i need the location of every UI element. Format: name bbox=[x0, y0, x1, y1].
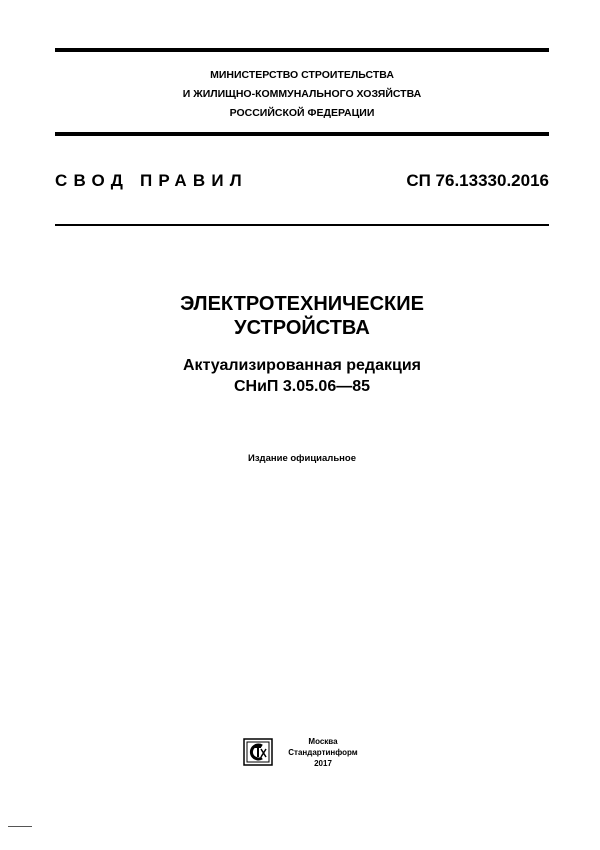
imprint-publisher: Стандартинформ bbox=[288, 748, 358, 757]
subtitle-line: Актуализированная редакция bbox=[183, 357, 421, 374]
ministry-line: РОССИЙСКОЙ ФЕДЕРАЦИИ bbox=[229, 107, 375, 119]
document-title bbox=[55, 292, 549, 340]
top-rule bbox=[55, 48, 549, 52]
code-bottom-rule bbox=[55, 224, 549, 226]
corner-mark bbox=[8, 826, 32, 827]
publisher-block bbox=[243, 736, 363, 776]
ministry-bottom-rule bbox=[55, 132, 549, 136]
standartinform-logo-icon bbox=[243, 738, 273, 766]
imprint-year: 2017 bbox=[314, 759, 332, 768]
document-subtitle bbox=[55, 355, 549, 397]
subtitle-line: СНиП 3.05.06—85 bbox=[233, 378, 371, 395]
title-line: ЭЛЕКТРОТЕХНИЧЕСКИЕ bbox=[180, 293, 424, 315]
imprint-city: Москва bbox=[308, 737, 338, 746]
edition-note: Издание официальное bbox=[248, 453, 356, 464]
ministry-line: И ЖИЛИЩНО-КОММУНАЛЬНОГО ХОЗЯЙСТВА bbox=[182, 88, 422, 100]
imprint bbox=[283, 736, 363, 769]
title-line: УСТРОЙСТВА bbox=[234, 317, 370, 339]
ministry-line: МИНИСТЕРСТВО СТРОИТЕЛЬСТВА bbox=[210, 69, 394, 81]
document-code: СП 76.13330.2016 bbox=[406, 171, 549, 190]
ministry-header bbox=[55, 66, 549, 123]
document-type: СВОД ПРАВИЛ bbox=[55, 171, 248, 190]
